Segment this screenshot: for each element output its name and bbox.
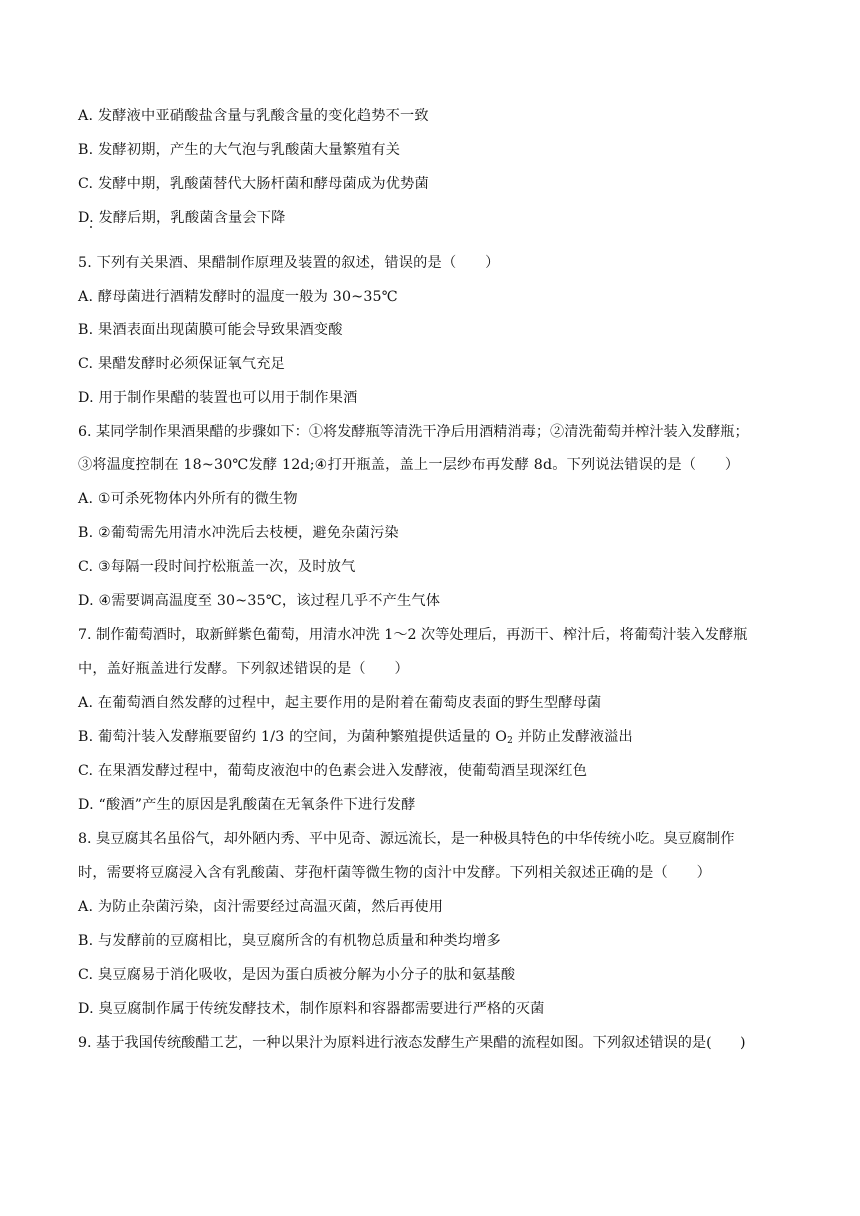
q7-option-a: A. 在葡萄酒自然发酵的过程中，起主要作用的是附着在葡萄皮表面的野生型酵母菌 xyxy=(78,695,602,711)
q8-option-d: D. 臭豆腐制作属于传统发酵技术，制作原料和容器都需要进行严格的灭菌 xyxy=(78,1001,545,1017)
q8-stem-line1: 8. 臭豆腐其名虽俗气，却外陋内秀、平中见奇、源远流长，是一种极具特色的中华传统小吃。臭豆腐制作 xyxy=(78,831,735,847)
q4-option-c: C. 发酵中期，乳酸菌替代大肠杆菌和酵母菌成为优势菌 xyxy=(78,176,429,192)
q7-option-b-subscript: 2 xyxy=(507,736,514,746)
stray-dot xyxy=(90,226,92,228)
q6-stem-line1: 6. 某同学制作果酒果醋的步骤如下：①将发酵瓶等清洗干净后用酒精消毒；②清洗葡萄并榨汁装入发酵瓶； xyxy=(78,424,749,440)
q7-stem-line2: 中，盖好瓶盖进行发酵。下列叙述错误的是（ ） xyxy=(78,661,409,677)
q7-option-c: C. 在果酒发酵过程中，葡萄皮液泡中的色素会进入发酵液，使葡萄酒呈现深红色 xyxy=(78,763,588,779)
q6-option-d: D. ④需要调高温度至 30~35℃，该过程几乎不产生气体 xyxy=(78,593,441,609)
q6-option-a: A. ①可杀死物体内外所有的微生物 xyxy=(78,491,298,507)
q8-option-b: B. 与发酵前的豆腐相比，臭豆腐所含的有机物总质量和种类均增多 xyxy=(78,933,501,949)
q7-option-b xyxy=(78,727,633,751)
q7-option-d: D. “酸酒”产生的原因是乳酸菌在无氧条件下进行发酵 xyxy=(78,797,416,813)
q4-option-a: A. 发酵液中亚硝酸盐含量与乳酸含量的变化趋势不一致 xyxy=(78,108,429,124)
q5-option-d: D. 用于制作果醋的装置也可以用于制作果酒 xyxy=(78,390,358,406)
q7-option-b-text: B. 葡萄汁装入发酵瓶要留约 1/3 的空间，为菌种繁殖提供适量的 O xyxy=(78,729,508,745)
q8-option-c: C. 臭豆腐易于消化吸收，是因为蛋白质被分解为小分子的肽和氨基酸 xyxy=(78,967,516,983)
q8-option-a: A. 为防止杂菌污染，卤汁需要经过高温灭菌，然后再使用 xyxy=(78,899,444,915)
q5-option-a: A. 酵母菌进行酒精发酵时的温度一般为 30~35℃ xyxy=(78,289,398,305)
q5-option-b: B. 果酒表面出现菌膜可能会导致果酒变酸 xyxy=(78,322,343,338)
q6-option-c: C. ③每隔一段时间拧松瓶盖一次，及时放气 xyxy=(78,559,356,575)
q5-stem: 5. 下列有关果酒、果醋制作原理及装置的叙述，错误的是（ ） xyxy=(78,255,500,271)
q9-stem: 9. 基于我国传统酸醋工艺，一种以果汁为原料进行液态发酵生产果醋的流程如图。下列叙述错误的是( ) xyxy=(78,1035,746,1051)
q6-option-b: B. ②葡萄需先用清水冲洗后去枝梗，避免杂菌污染 xyxy=(78,525,399,541)
q7-option-b-text-end: 并防止发酵液溢出 xyxy=(513,729,633,745)
q8-stem-line2: 时，需要将豆腐浸入含有乳酸菌、芽孢杆菌等微生物的卤汁中发酵。下列相关叙述正确的是（ ） xyxy=(78,865,712,881)
q7-stem-line1: 7. 制作葡萄酒时，取新鲜紫色葡萄，用清水冲洗 1～2 次等处理后，再沥干、榨汁后，将葡萄汁装入发酵瓶 xyxy=(78,627,748,643)
q4-option-d: D. 发酵后期，乳酸菌含量会下降 xyxy=(78,210,286,226)
q4-option-b: B. 发酵初期，产生的大气泡与乳酸菌大量繁殖有关 xyxy=(78,142,401,158)
q6-stem-line2: ③将温度控制在 18~30℃发酵 12d;④打开瓶盖，盖上一层纱布再发酵 8d。下列说法错误的是（ ） xyxy=(78,457,740,473)
q5-option-c: C. 果醋发酵时必须保证氧气充足 xyxy=(78,356,286,372)
